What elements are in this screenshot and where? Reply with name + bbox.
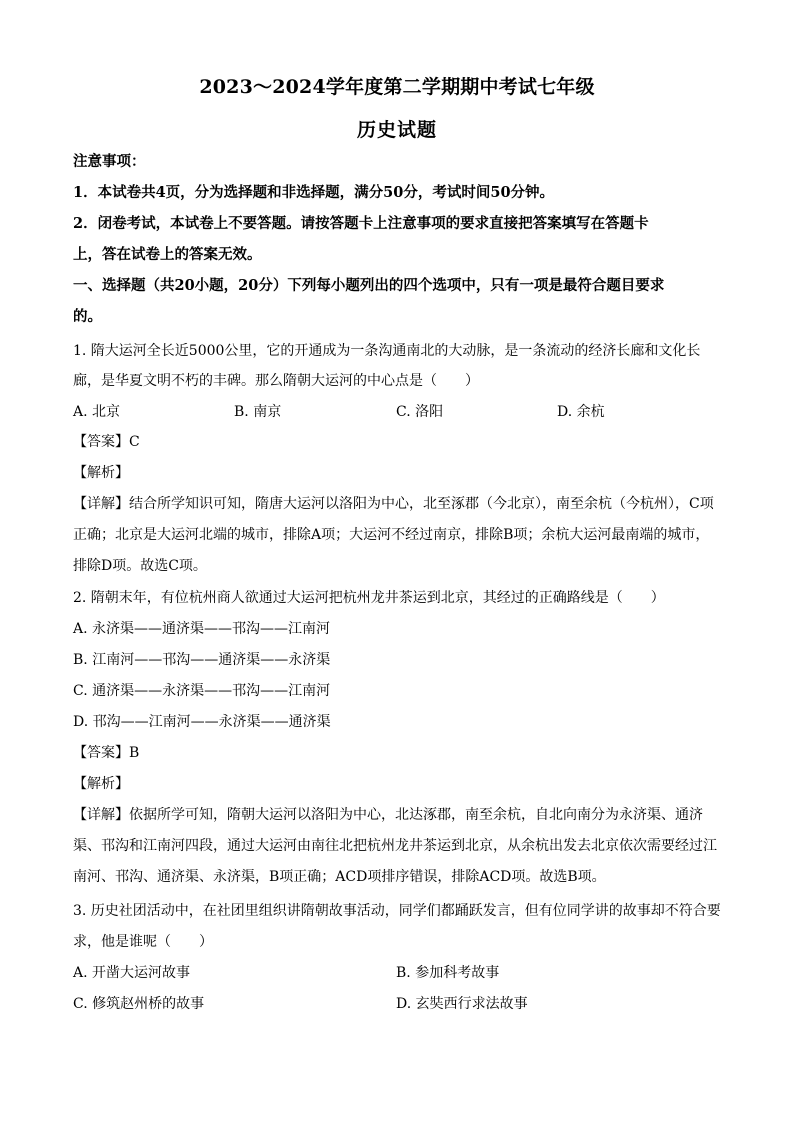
- q1-analysis-label: 【解析】: [73, 465, 129, 481]
- exam-title: 2023～2024学年度第二学期期中考试七年级: [199, 76, 595, 98]
- notice-item-2-line-2: 上，答在试卷上的答案无效。: [73, 246, 262, 263]
- q1-option-c: C. 洛阳: [396, 404, 444, 420]
- q3-option-c: C. 修筑赵州桥的故事: [73, 996, 205, 1012]
- q2-option-c: C. 通济渠——永济渠——邗沟——江南河: [73, 683, 331, 699]
- q2-option-b: B. 江南河——邗沟——通济渠——永济渠: [73, 652, 331, 668]
- q2-detail-line-2: 渠、邗沟和江南河四段，通过大运河由南往北把杭州龙井茶运到北京，从余杭出发去北京依次需要经过江: [73, 838, 717, 854]
- q1-detail-line-3: 排除D项。故选C项。: [73, 558, 207, 574]
- notice-heading: 注意事项：: [73, 153, 146, 170]
- q3-option-b: B. 参加科考故事: [396, 965, 500, 981]
- q2-stem: 2. 隋朝末年，有位杭州商人欲通过大运河把杭州龙井茶运到北京，其经过的正确路线是（ ）: [73, 590, 665, 606]
- q1-stem-line-2: 廊，是华夏文明不朽的丰碑。那么隋朝大运河的中心点是（ ）: [73, 373, 479, 389]
- q1-detail-line-2: 正确；北京是大运河北端的城市，排除A项；大运河不经过南京，排除B项；余杭大运河最南端的城市，: [73, 527, 710, 543]
- q2-detail-line-1: 【详解】依据所学可知，隋朝大运河以洛阳为中心，北达涿郡，南至余杭，自北向南分为永济渠、通济: [73, 807, 703, 823]
- q3-option-a: A. 开凿大运河故事: [73, 965, 191, 981]
- q1-answer: 【答案】C: [73, 434, 140, 450]
- q3-stem-line-2: 求，他是谁呢（ ）: [73, 934, 213, 950]
- q1-option-d: D. 余杭: [557, 404, 605, 420]
- q2-analysis-label: 【解析】: [73, 776, 129, 792]
- section-heading-line-2: 的。: [73, 308, 102, 325]
- q2-option-a: A. 永济渠——通济渠——邗沟——江南河: [73, 621, 331, 637]
- q2-answer: 【答案】B: [73, 745, 140, 761]
- notice-item-1: 1．本试卷共4页，分为选择题和非选择题，满分50分，考试时间50分钟。: [73, 184, 555, 201]
- section-heading-line-1: 一、选择题（共20小题，20分）下列每小题列出的四个选项中，只有一项是最符合题目要求: [73, 277, 665, 294]
- q1-option-b: B. 南京: [234, 404, 282, 420]
- exam-subject: 历史试题: [356, 119, 437, 141]
- q1-detail-line-1: 【详解】结合所学知识可知，隋唐大运河以洛阳为中心，北至涿郡（今北京），南至余杭（今杭州），C项: [73, 496, 714, 512]
- q3-option-d: D. 玄奘西行求法故事: [396, 996, 528, 1012]
- q1-option-a: A. 北京: [73, 404, 121, 420]
- q2-option-d: D. 邗沟——江南河——永济渠——通济渠: [73, 714, 331, 730]
- notice-item-2-line-1: 2．闭卷考试，本试卷上不要答题。请按答题卡上注意事项的要求直接把答案填写在答题卡: [73, 215, 649, 232]
- q2-detail-line-3: 南河、邗沟、通济渠、永济渠，B项正确；ACD项排序错误，排除ACD项。故选B项。: [73, 869, 606, 885]
- q3-stem-line-1: 3. 历史社团活动中，在社团里组织讲隋朝故事活动，同学们都踊跃发言，但有位同学讲的故事却不符合要: [73, 903, 721, 919]
- q1-stem-line-1: 1. 隋大运河全长近5000公里，它的开通成为一条沟通南北的大动脉，是一条流动的经济长廊和文化长: [73, 343, 701, 359]
